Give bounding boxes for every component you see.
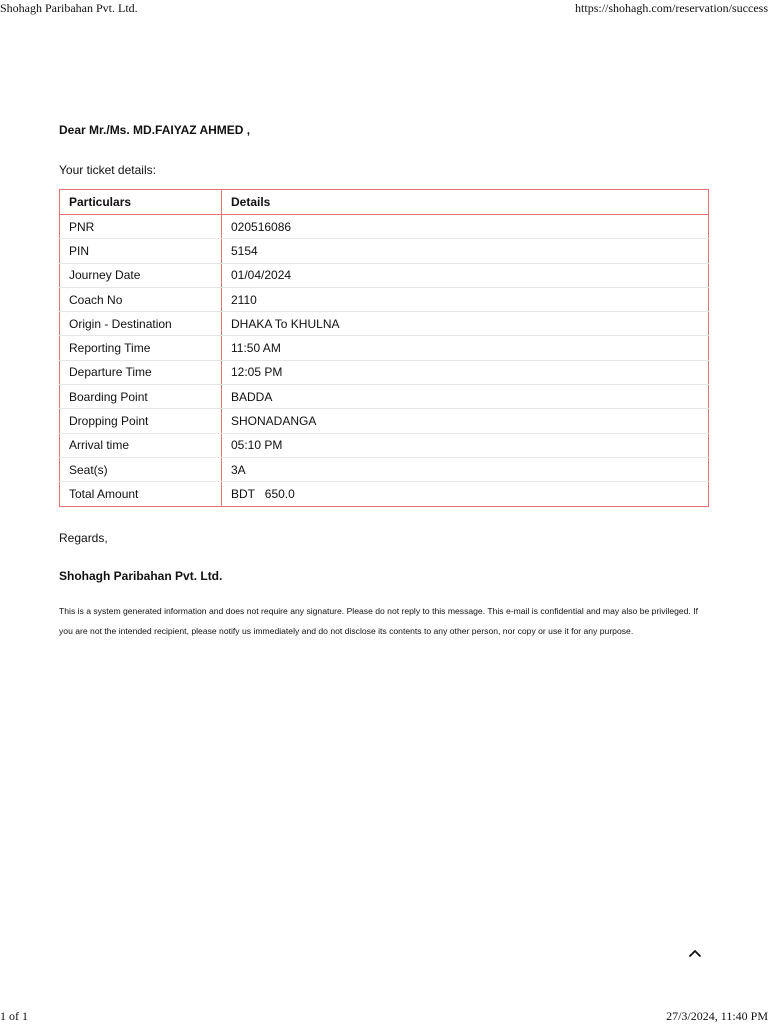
table-row [60,215,709,239]
row-label: Departure Time [60,360,222,384]
company-name: Shohagh Paribahan Pvt. Ltd. [59,568,223,583]
row-value: 01/04/2024 [222,263,709,287]
table-row [60,312,709,336]
row-label: Origin - Destination [60,312,222,336]
row-value: 020516086 [222,215,709,239]
print-footer [0,1008,768,1024]
table-row [60,433,709,457]
row-label: Arrival time [60,433,222,457]
scroll-to-top-button[interactable] [686,944,704,962]
row-value: SHONADANGA [222,409,709,433]
column-header-particulars: Particulars [60,190,222,215]
row-label: PNR [60,215,222,239]
print-header-title: Shohagh Paribahan Pvt. Ltd. [0,1,138,15]
row-label: Boarding Point [60,385,222,409]
row-label: PIN [60,239,222,263]
print-header [0,0,768,16]
row-label: Reporting Time [60,336,222,360]
row-value: 5154 [222,239,709,263]
row-label: Coach No [60,287,222,311]
column-header-details: Details [222,190,709,215]
ticket-details-table [59,189,709,507]
row-value: 12:05 PM [222,360,709,384]
regards-text: Regards, [59,530,108,545]
disclaimer-text: This is a system generated information and does not require any signature. Please do not reply to this message. This e-mail is confidential and may also be privileged. If you are not the intended recipient, please notify us immediately and do not disclose its contents to any other person, nor copy or use it for any purpose. [59,605,698,637]
table-row [60,336,709,360]
row-label: Total Amount [60,482,222,506]
table-row [60,360,709,384]
row-value: BDT 650.0 [231,486,295,501]
row-value: 2110 [222,287,709,311]
row-label: Dropping Point [60,409,222,433]
email-content [59,121,709,642]
row-value: BADDA [222,385,709,409]
row-value: 11:50 AM [222,336,709,360]
table-row [60,263,709,287]
table-row [60,385,709,409]
print-datetime: 27/3/2024, 11:40 PM [666,1009,768,1023]
table-row [60,287,709,311]
table-row [60,482,709,506]
table-row [60,239,709,263]
table-header-row [60,190,709,215]
row-value: DHAKA To KHULNA [222,312,709,336]
row-label: Journey Date [60,263,222,287]
print-header-url: https://shohagh.com/reservation/success [575,1,768,15]
table-row [60,409,709,433]
row-value: 05:10 PM [222,433,709,457]
page-count: 1 of 1 [0,1009,28,1023]
row-label: Seat(s) [60,457,222,481]
greeting: Dear Mr./Ms. MD.FAIYAZ AHMED , [59,123,251,137]
chevron-up-icon [686,944,704,962]
table-row [60,457,709,481]
intro-text: Your ticket details: [59,163,156,177]
row-value: 3A [222,457,709,481]
